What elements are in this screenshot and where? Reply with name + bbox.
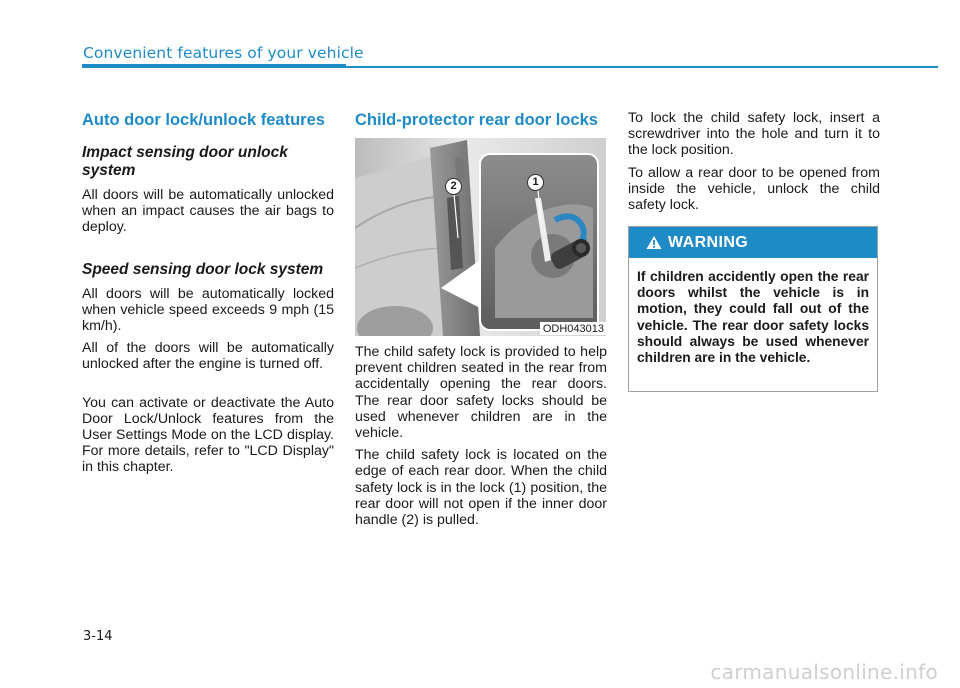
warning-box — [628, 226, 878, 392]
column-middle-text — [355, 344, 607, 528]
warning-header — [629, 227, 877, 258]
page-number: 3-14 — [83, 629, 113, 644]
header-rule-thin — [346, 66, 938, 68]
paragraph-lock-instructions: To lock the child safety lock, insert a screwdriver into the hole and turn it to the lock position. — [628, 110, 880, 159]
subsection-title-impact-sensing: Impact sensing door unlock system — [82, 144, 288, 179]
paragraph-impact-sensing: All doors will be automatically unlocked when an impact causes the air bags to deploy. — [82, 187, 334, 236]
image-code: ODH043013 — [540, 322, 606, 335]
warning-triangle-icon — [646, 235, 662, 250]
column-right — [628, 110, 880, 213]
paragraph-speed-sensing-2: All of the doors will be automatically unlocked after the engine is turned off. — [82, 340, 334, 373]
door-edge-photo — [355, 138, 606, 336]
watermark: carmanualsonline.info — [710, 660, 938, 684]
section-title-child-protector: Child-protector rear door locks — [355, 111, 598, 129]
column-left — [82, 110, 334, 476]
warning-label: WARNING — [668, 233, 749, 251]
warning-text: If children accidently open the rear doors whilst the vehicle is in motion, they could fall out of the vehicle. The rear door safety locks should always be used whenever children are in the vehicle. — [637, 269, 869, 366]
paragraph-unlock-instructions: To allow a rear door to be opened from inside the vehicle, unlock the child safety lock. — [628, 164, 880, 214]
child-lock-illustration — [355, 138, 606, 336]
paragraph-speed-sensing-1: All doors will be automatically locked when vehicle speed exceeds 9 mph (15 km/h). — [82, 285, 334, 335]
column-middle — [355, 110, 607, 130]
callout-2: 2 — [445, 178, 462, 195]
header-rule-thick — [82, 64, 346, 68]
subsection-title-speed-sensing: Speed sensing door lock system — [82, 260, 324, 278]
paragraph-user-settings: You can activate or deactivate the Auto Door Lock/Unlock features from the User Settings Mode on the LCD display. For more details, refer to "LCD Display" in this chapter. — [82, 394, 334, 476]
header-title: Convenient features of your vehicle — [83, 44, 364, 62]
section-title-auto-door-lock: Auto door lock/unlock features — [82, 111, 325, 129]
callout-1: 1 — [527, 174, 544, 191]
paragraph-child-lock-purpose: The child safety lock is provided to help prevent children seated in the rear from accidentally opening the rear doors. The rear door safety locks should be used whenever children are in the vehicle. — [355, 344, 607, 442]
paragraph-child-lock-location: The child safety lock is located on the edge of each rear door. When the child safety lock is in the lock (1) position, the rear door will not open if the inner door handle (2) is pulled. — [355, 447, 607, 529]
